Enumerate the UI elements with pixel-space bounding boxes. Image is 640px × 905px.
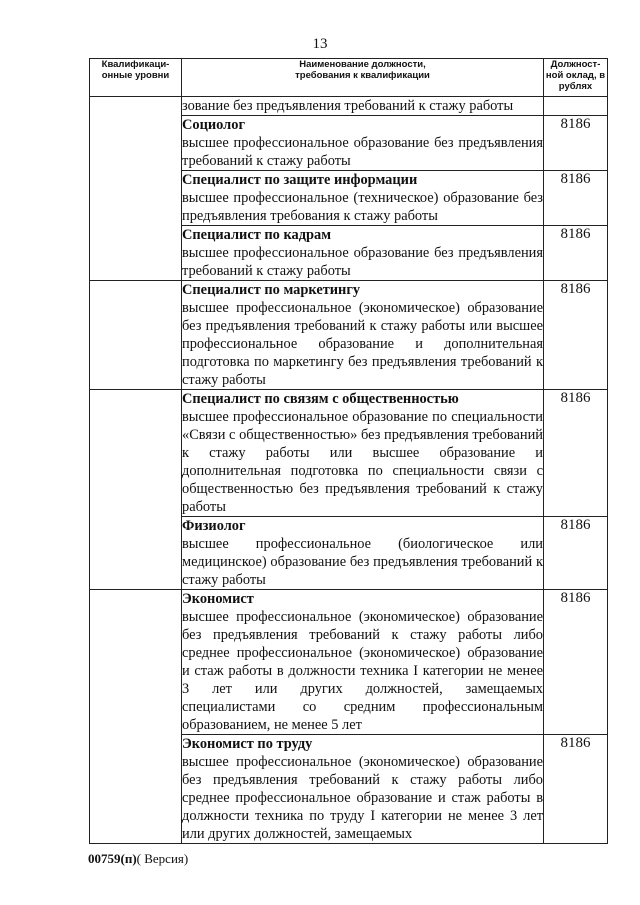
document-code: 00759(п): [88, 851, 137, 866]
description-cell: [182, 171, 544, 226]
level-cell: [90, 590, 182, 844]
salary-cell: [544, 97, 608, 116]
salary-cell: 8186: [544, 390, 608, 517]
description-text: высшее профессиональное образование без предъявления требований к стажу работы: [182, 245, 543, 279]
table-row: [90, 590, 608, 735]
description-cell: [182, 735, 544, 844]
level-cell: [90, 390, 182, 590]
description-text: высшее профессиональное образование по специальности «Связи с общественностью» без предъявления требований к стажу работы или высшее образование и дополнительная подготовка по специальности связи с общественностью без предъявления требований к стажу работы: [182, 409, 543, 515]
position-title: Специалист по кадрам: [182, 227, 332, 243]
description-text: высшее профессиональное образование без предъявления требований к стажу работы: [182, 135, 543, 169]
salary-cell: 8186: [544, 281, 608, 390]
table-row: [90, 97, 608, 116]
table-header-row: [90, 59, 608, 97]
description-cell: [182, 116, 544, 171]
position-title: Специалист по связям с общественностью: [182, 391, 459, 407]
description-text: зование без предъявления требований к стажу работы: [182, 98, 514, 114]
qualification-table: [89, 58, 608, 844]
table-row: [90, 390, 608, 517]
position-title: Специалист по защите информации: [182, 172, 418, 188]
description-text: высшее профессиональное (биологическое или медицинское) образование без предъявления требований к стажу работы: [182, 536, 543, 588]
salary-cell: 8186: [544, 735, 608, 844]
position-title: Специалист по маркетингу: [182, 282, 361, 298]
position-title: Экономист: [182, 591, 254, 607]
position-title: Экономист по труду: [182, 736, 313, 752]
description-text: высшее профессиональное (экономическое) образование без предъявления требований к стажу работы или высшее профессиональное образование и дополнительная подготовка по маркетингу без предъявления требований к стажу работы: [182, 300, 543, 388]
header-levels: Квалификаци-онные уровни: [90, 59, 182, 97]
document-version: ( Версия): [136, 851, 189, 866]
header-position-line2: требования к квалификации: [295, 70, 430, 81]
header-position: [182, 59, 544, 97]
level-cell: [90, 97, 182, 281]
description-cell: [182, 517, 544, 590]
salary-cell: 8186: [544, 226, 608, 281]
salary-cell: 8186: [544, 171, 608, 226]
page-number: 13: [312, 36, 328, 52]
position-title: Социолог: [182, 117, 245, 133]
salary-cell: 8186: [544, 590, 608, 735]
description-text: высшее профессиональное (техническое) образование без предъявления требования к стажу работы: [182, 190, 543, 224]
description-cell: [182, 281, 544, 390]
description-text: высшее профессиональное (экономическое) образование без предъявления требований к стажу работы либо среднее профессиональное (экономическое) образование и стаж работы в должности техника I категории не менее 3 лет или других должностей, замещаемых специалистами со средним профессиональным образованием, не менее 5 лет: [182, 609, 543, 733]
description-cell: [182, 97, 544, 116]
description-cell: [182, 226, 544, 281]
table-row: [90, 281, 608, 390]
description-text: высшее профессиональное (экономическое) образование без предъявления требований к стажу работы либо среднее профессиональное образование и стаж работы в должности техника по труду I категории не менее 3 лет или других должностей, замещаемых: [182, 754, 543, 842]
header-position-line1: Наименование должности,: [299, 59, 426, 70]
document-footer: [88, 851, 188, 867]
salary-cell: 8186: [544, 517, 608, 590]
description-cell: [182, 390, 544, 517]
header-salary: Должност-ной оклад, в рублях: [544, 59, 608, 97]
salary-cell: 8186: [544, 116, 608, 171]
description-cell: [182, 590, 544, 735]
level-cell: [90, 281, 182, 390]
position-title: Физиолог: [182, 518, 246, 534]
